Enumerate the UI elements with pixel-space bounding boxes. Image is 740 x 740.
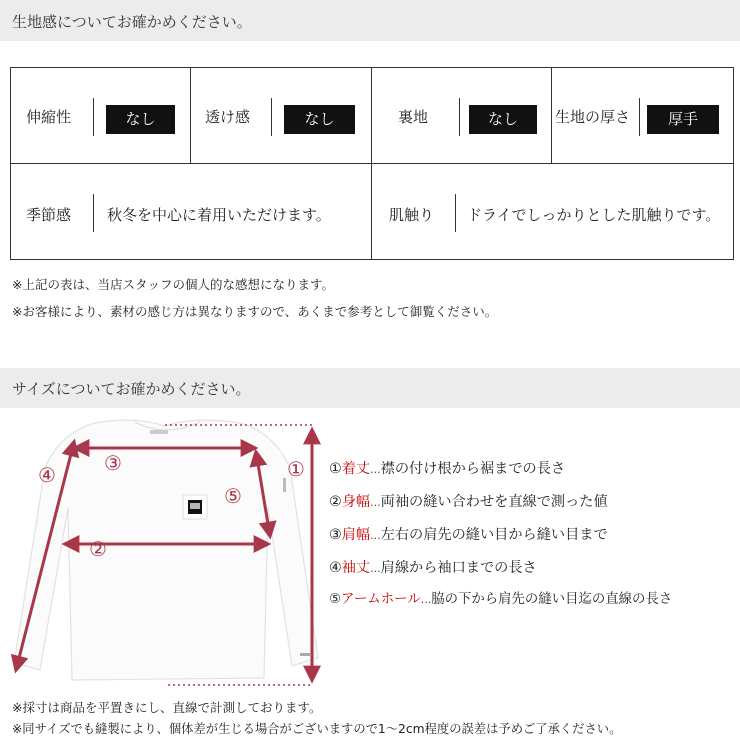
table-divider [551,68,552,163]
marker-5: ⑤ [224,484,242,508]
cell-value-season: 秋冬を中心に着用いただけます。 [107,206,331,224]
marker-3: ③ [104,451,122,475]
cell-label-sheerness: 透け感 [205,108,251,126]
cell-value-lining: なし [469,105,537,134]
cell-label-stretch: 伸縮性 [26,108,72,126]
cell-separator [455,194,456,232]
marker-4: ④ [38,463,56,487]
shirt-shape [14,420,318,680]
cell-label-thickness: 生地の厚さ [555,108,631,126]
legend-item-2: ②身幅...両袖の縫い合わせを直線で測った値 [329,494,608,510]
table-divider [11,163,733,164]
cell-separator [271,98,272,136]
table-divider [190,68,191,163]
fabric-header: 生地感についてお確かめください。 [12,13,252,31]
cell-value-texture: ドライでしっかりとした肌触りです。 [467,206,721,224]
cell-value-stretch: なし [106,105,175,134]
cell-value-thickness: 厚手 [647,105,719,134]
cell-separator [639,98,640,136]
cell-separator [93,194,94,232]
legend-item-4: ④袖丈...肩線から袖口までの長さ [329,560,537,576]
fabric-note-2: ※お客様により、素材の感じ方は異なりますので、あくまで参考として御覧ください。 [12,304,498,319]
cell-value-sheerness: なし [284,105,355,134]
marker-2: ② [89,537,107,561]
size-header: サイズについてお確かめください。 [12,380,251,398]
cell-separator [459,98,460,136]
cell-label-season: 季節感 [26,206,72,224]
shirt-diagram [0,408,330,690]
cell-separator [93,98,94,136]
fabric-note-1: ※上記の表は、当店スタッフの個人的な感想になります。 [12,277,334,292]
fabric-table [10,67,734,260]
marker-1: ① [287,457,305,481]
size-note-2: ※同サイズでも縫製により、個体差が生じる場合がございますので1～2cm程度の誤差は予めご了承ください。 [12,722,622,736]
cell-label-lining: 裏地 [398,108,429,126]
size-header-band [0,368,740,408]
legend-item-1: ①着丈...襟の付け根から裾までの長さ [329,461,566,477]
cell-label-texture: 肌触り [389,206,435,224]
fabric-header-band [0,0,740,41]
table-divider [371,68,372,163]
legend-item-3: ③肩幅...左右の肩先の縫い目から縫い目まで [329,527,608,543]
table-divider [371,163,372,259]
legend-item-5: ⑤アームホール...脇の下から肩先の縫い目迄の直線の長さ [329,592,673,607]
size-note-1: ※採寸は商品を平置きにし、直線で計測しております。 [12,700,322,715]
